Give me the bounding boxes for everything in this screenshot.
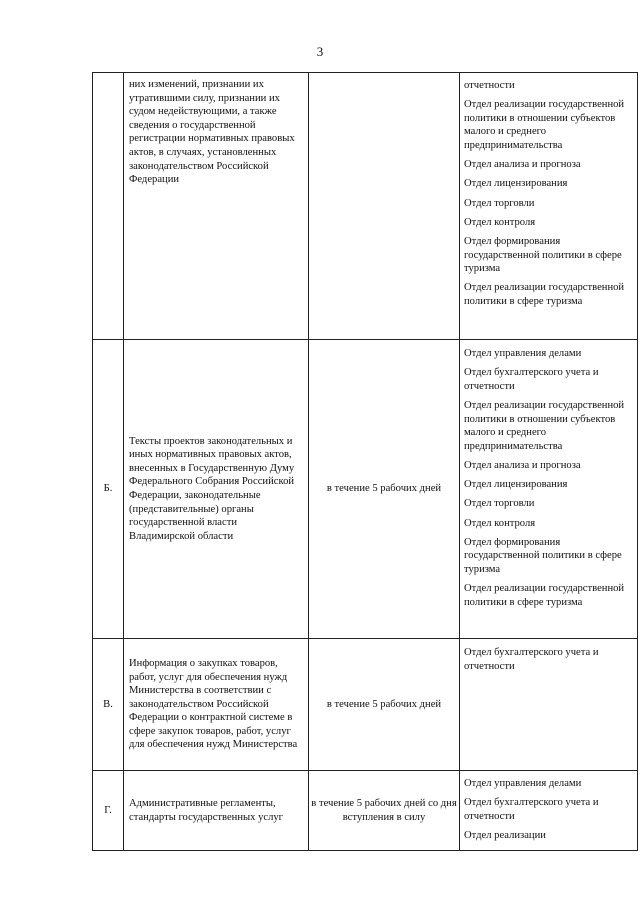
department-item: Отдел реализации государственной политики в сфере туризма — [464, 583, 625, 608]
row-departments — [460, 340, 638, 639]
department-item: Отдел бухгалтерского учета и отчетности — [464, 797, 599, 822]
row-description: Информация о закупках товаров, работ, услуг для обеспечения нужд Министерства в соответствии с законодательством Российской Федерации о контрактной системе в сфере закупок товаров, работ, услуг для обеспечения нужд Министерства — [124, 639, 309, 771]
row-number — [93, 73, 124, 340]
department-item: Отдел реализации государственной политики в сфере туризма — [464, 282, 625, 307]
table-row — [93, 639, 638, 771]
table-row — [93, 73, 638, 340]
department-item: Отдел бухгалтерского учета и отчетности — [464, 367, 599, 392]
page-number: 3 — [316, 44, 324, 59]
department-item: Отдел торговли — [464, 197, 535, 209]
row-departments — [460, 771, 638, 851]
department-item: Отдел формирования государственной политики в сфере туризма — [464, 235, 622, 275]
department-item: Отдел контроля — [464, 517, 536, 529]
table-row — [93, 771, 638, 851]
row-description: них изменений, признании их утратившими силу, признании их судом недействующими, а также сведения о государственной регистрации нормативных правовых актов, в случаях, установленных законодательством Российской Федерации — [124, 73, 309, 340]
department-item: Отдел бухгалтерского учета и отчетности — [464, 647, 599, 672]
department-item: отчетности — [464, 80, 515, 91]
department-item: Отдел анализа и прогноза — [464, 459, 581, 471]
department-item: Отдел управления делами — [464, 348, 582, 359]
department-item: Отдел торговли — [464, 498, 535, 510]
department-item: Отдел реализации государственной политики в отношении субъектов малого и среднего предпринимательства — [464, 99, 625, 151]
row-description: Административные регламенты, стандарты государственных услуг — [124, 771, 309, 851]
department-item: Отдел реализации — [464, 829, 546, 841]
row-term: в течение 5 рабочих дней — [309, 340, 460, 639]
department-item: Отдел реализации государственной политики в отношении субъектов малого и среднего предпринимательства — [464, 399, 625, 452]
department-item: Отдел управления делами — [464, 778, 582, 789]
row-departments — [460, 73, 638, 340]
row-number: В. — [93, 639, 124, 771]
department-item: Отдел анализа и прогноза — [464, 159, 581, 171]
row-number: Г. — [93, 771, 124, 851]
table-row — [93, 340, 638, 639]
row-term — [309, 73, 460, 340]
row-term: в течение 5 рабочих дней со дня вступления в силу — [309, 771, 460, 851]
row-term: в течение 5 рабочих дней — [309, 639, 460, 771]
department-item: Отдел лицензирования — [464, 479, 568, 491]
department-item: Отдел формирования государственной политики в сфере туризма — [464, 536, 622, 575]
responsibility-table — [92, 72, 638, 851]
row-number: Б. — [93, 340, 124, 639]
row-departments — [460, 639, 638, 771]
department-item: Отдел лицензирования — [464, 178, 568, 190]
row-description: Тексты проектов законодательных и иных нормативных правовых актов, внесенных в Государственную Думу Федерального Собрания Российской Федерации, законодательные (представительные) органы государственной власти Владимирской области — [124, 340, 309, 639]
department-item: Отдел контроля — [464, 216, 536, 228]
